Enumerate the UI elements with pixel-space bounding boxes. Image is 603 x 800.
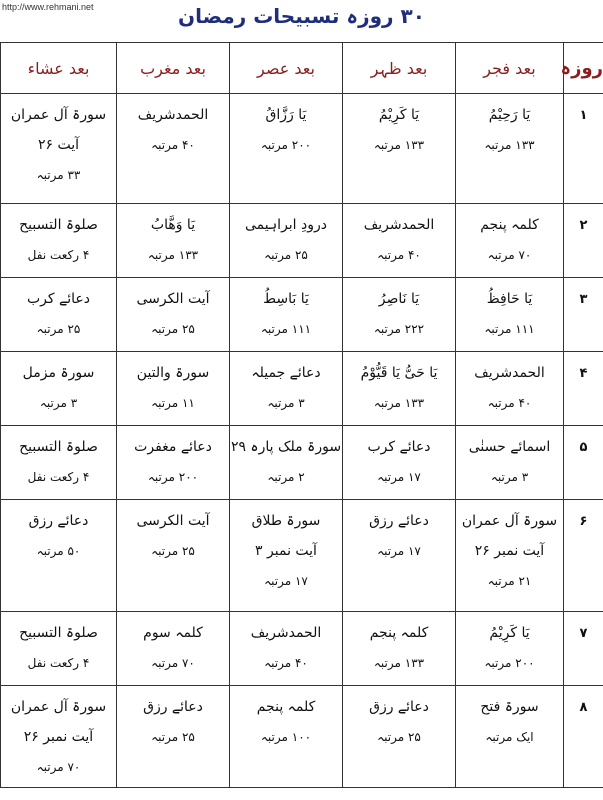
recitation-name: سورۃ طلاق [251,513,321,529]
recitation-name: آیت الکرسی [136,513,210,529]
cell-zuhr [343,612,456,686]
recitation-count: ۴۰ مرتبہ [487,396,532,410]
recitation-count: ۱۷ مرتبہ [264,574,308,588]
recitation-count: ۷۰ مرتبہ [487,248,532,262]
recitation-name: الحمدشریف [250,625,322,641]
recitation-name: دعائے رزق [369,513,429,529]
recitation-count: ۵۰ مرتبہ [36,544,81,558]
cell-fajr [456,352,564,426]
cell-isha [1,204,117,278]
recitation-name: سورۃ مزمل [22,365,95,381]
cell-asr [230,352,343,426]
recitation-count: ۱۳۳ مرتبہ [373,656,425,670]
recitation-count: ۴ رکعت نفل [27,656,90,670]
header-maghrib: بعد مغرب [117,43,230,94]
table-row [1,612,603,686]
table-row [1,204,603,278]
recitation-name: یَا حَیُّ یَا قَیُّوْمُ [360,365,438,381]
cell-maghrib [117,204,230,278]
cell-fajr [456,612,564,686]
recitation-count: ۷۰ مرتبہ [36,760,81,774]
cell-fajr [456,94,564,204]
recitation-count: ۱۳۳ مرتبہ [373,138,425,152]
cell-isha [1,426,117,500]
cell-asr [230,686,343,788]
cell-isha [1,352,117,426]
recitation-count: ۱۷ مرتبہ [377,470,421,484]
recitation-name: سورۃ والتین [136,365,210,381]
cell-zuhr [343,426,456,500]
recitation-count: ۱۳۳ مرتبہ [147,248,199,262]
table-row [1,278,603,352]
recitation-name: یَا کَرِیْمُ [489,625,530,641]
header-row [1,43,603,94]
cell-isha [1,686,117,788]
day-number: ۵ [564,426,603,500]
day-number: ۴ [564,352,603,426]
recitation-name: آیت نمبر ۲۶ [23,729,94,745]
cell-maghrib [117,426,230,500]
recitation-name: یَا وَھَّابُ [150,217,196,233]
cell-asr [230,204,343,278]
recitation-name: سورۃ آل عمران [10,107,107,123]
cell-isha [1,500,117,612]
cell-fajr [456,426,564,500]
recitation-count: ۲۵ مرتبہ [151,544,195,558]
recitation-name: سورۃ ملک پارہ ۲۹ [230,439,342,455]
recitation-count: ۲۵ مرتبہ [151,322,195,336]
recitation-name: کلمہ سوم [143,625,203,641]
recitation-name: آیت ۲۶ [37,137,80,153]
cell-isha [1,612,117,686]
table-row [1,94,603,204]
recitation-count: ۲ مرتبہ [267,470,305,484]
recitation-name: صلوۃ التسبیح [19,217,98,233]
recitation-name: آیت نمبر ۳ [255,543,317,559]
header-zuhr: بعد ظہر [343,43,456,94]
cell-zuhr [343,500,456,612]
recitation-name: دعائے رزق [369,699,429,715]
tasbeehat-table [0,42,603,788]
header-roza: روزہ [564,43,603,94]
table-row [1,500,603,612]
cell-asr [230,500,343,612]
table-row [1,686,603,788]
table-row [1,352,603,426]
site-url: http://www.rehmani.net [2,2,94,12]
cell-maghrib [117,686,230,788]
day-number: ۳ [564,278,603,352]
day-number: ۶ [564,500,603,612]
day-number: ۱ [564,94,603,204]
recitation-name: دعائے جمیلہ [251,365,321,381]
cell-fajr [456,500,564,612]
cell-zuhr [343,352,456,426]
cell-maghrib [117,278,230,352]
recitation-name: دعائے رزق [143,699,203,715]
recitation-count: ۱۰۰ مرتبہ [260,730,312,744]
recitation-count: ۴ رکعت نفل [27,248,90,262]
cell-maghrib [117,612,230,686]
recitation-count: ۱۳۳ مرتبہ [373,396,425,410]
recitation-name: اسمائے حسنٰی [468,439,551,455]
recitation-count: ۱۷ مرتبہ [377,544,421,558]
recitation-name: آیت نمبر ۲۶ [474,543,545,559]
recitation-count: ۲۵ مرتبہ [151,730,195,744]
recitation-name: دعائے کرب [367,439,431,455]
recitation-name: درودِ ابراہیمی [244,217,328,233]
cell-fajr [456,278,564,352]
recitation-name: سورۃ آل عمران [10,699,107,715]
recitation-count: ۲۰۰ مرتبہ [260,138,312,152]
recitation-name: یَا حَافِظُ [486,291,533,307]
recitation-count: ۴۰ مرتبہ [377,248,421,262]
day-number: ۷ [564,612,603,686]
cell-zuhr [343,94,456,204]
recitation-name: صلوۃ التسبیح [19,625,98,641]
header-fajr: بعد فجر [456,43,564,94]
day-number: ۲ [564,204,603,278]
recitation-count: ۱۳۳ مرتبہ [484,138,535,152]
recitation-count: ۴۰ مرتبہ [151,138,195,152]
recitation-name: دعائے مغفرت [134,439,212,455]
recitation-count: ۲۰۰ مرتبہ [484,656,535,670]
recitation-count: ۲۰۰ مرتبہ [147,470,199,484]
recitation-name: یَا کَرِیْمُ [378,107,420,123]
cell-zuhr [343,278,456,352]
recitation-count: ۴ رکعت نفل [27,470,90,484]
recitation-name: کلمہ پنجم [369,625,429,641]
cell-maghrib [117,352,230,426]
recitation-name: یَا بَاسِطُ [263,291,309,307]
cell-zuhr [343,686,456,788]
cell-maghrib [117,94,230,204]
recitation-name: یَا رَزَّاقُ [265,107,307,123]
recitation-name: یَا نَاصِرُ [378,291,420,307]
recitation-name: یَا رَحِیْمُ [488,107,531,123]
recitation-name: دعائے کرب [27,291,90,307]
cell-maghrib [117,500,230,612]
recitation-count: ۱۱۱ مرتبہ [484,322,535,336]
recitation-name: الحمدشریف [363,217,435,233]
recitation-count: ۲۵ مرتبہ [377,730,421,744]
cell-zuhr [343,204,456,278]
recitation-count: ۴۰ مرتبہ [264,656,308,670]
recitation-count: ۲۵ مرتبہ [36,322,81,336]
recitation-count: ۳ مرتبہ [39,396,78,410]
day-number: ۸ [564,686,603,788]
cell-isha [1,278,117,352]
recitation-name: سورۃ فتح [480,699,539,715]
recitation-count: ۱۱ مرتبہ [151,396,195,410]
cell-asr [230,94,343,204]
recitation-count: ۷۰ مرتبہ [151,656,195,670]
cell-asr [230,278,343,352]
recitation-count: ۲۲۲ مرتبہ [373,322,425,336]
recitation-count: ایک مرتبہ [485,730,534,744]
recitation-count: ۱۱۱ مرتبہ [260,322,312,336]
recitation-count: ۳۳ مرتبہ [36,168,81,182]
recitation-count: ۳ مرتبہ [490,470,529,484]
recitation-count: ۲۵ مرتبہ [264,248,308,262]
recitation-count: ۳ مرتبہ [267,396,305,410]
recitation-count: ۲۱ مرتبہ [487,574,532,588]
recitation-name: الحمدشریف [474,365,545,381]
header-isha: بعد عشاء [1,43,117,94]
recitation-name: کلمہ پنجم [480,217,539,233]
cell-asr [230,612,343,686]
table-row [1,426,603,500]
recitation-name: صلوۃ التسبیح [19,439,98,455]
cell-fajr [456,686,564,788]
cell-fajr [456,204,564,278]
recitation-name: الحمدشریف [137,107,209,123]
recitation-name: دعائے رزق [28,513,89,529]
cell-isha [1,94,117,204]
page-title: ۳۰ روزہ تسبیحات رمضان [178,4,425,28]
recitation-name: کلمہ پنجم [256,699,316,715]
recitation-name: سورۃ آل عمران [461,513,558,529]
header-asr: بعد عصر [230,43,343,94]
recitation-name: آیت الکرسی [136,291,210,307]
cell-asr [230,426,343,500]
